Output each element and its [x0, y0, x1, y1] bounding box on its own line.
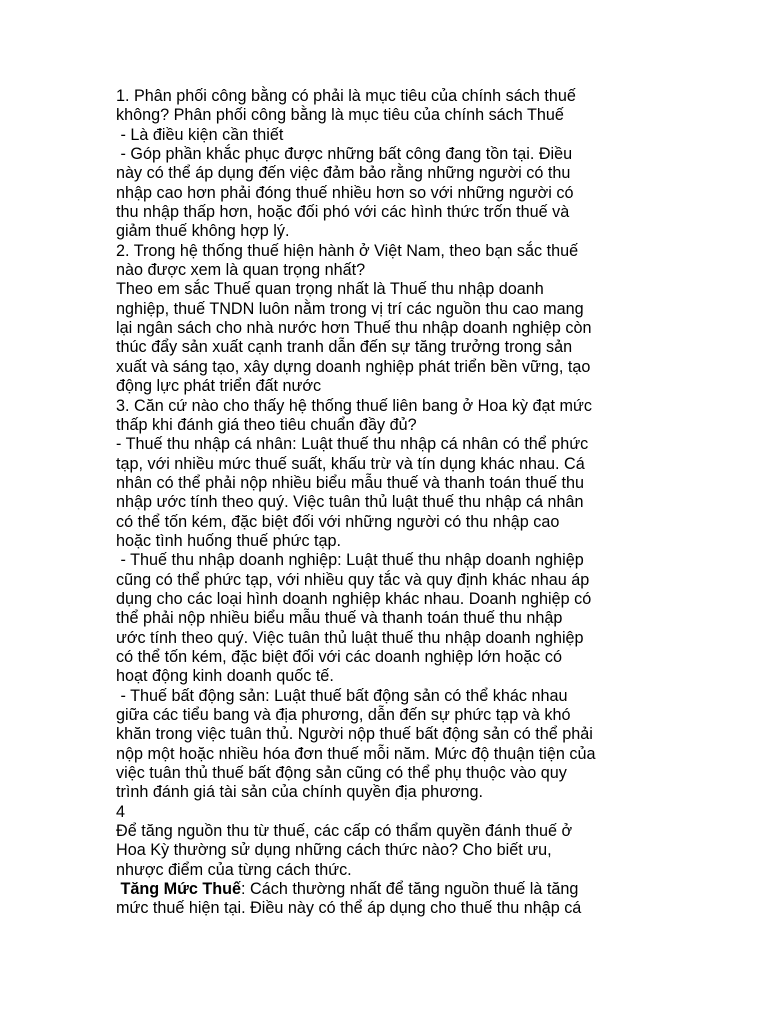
- text-line: Theo em sắc Thuế quan trọng nhất là Thuế thu nhập doanh: [116, 280, 544, 299]
- text-line: - Thuế thu nhập doanh nghiệp: Luật thuế thu nhập doanh nghiệp: [116, 551, 584, 570]
- text-line: 3. Căn cứ nào cho thấy hệ thống thuế liên bang ở Hoa kỳ đạt mức: [116, 396, 592, 415]
- text-line: giảm thuế không hợp lý.: [116, 222, 290, 241]
- text-line: hoặc tình huống thuế phức tạp.: [116, 531, 342, 550]
- text-line: Hoa Kỳ thường sử dụng những cách thức nào? Cho biết ưu,: [116, 841, 552, 860]
- text-line-mixed: [116, 880, 656, 899]
- text-line: này có thể áp dụng đến việc đảm bảo rằng những người có thu: [116, 164, 571, 183]
- text-line: có thể tốn kém, đặc biệt đối với các doanh nghiệp lớn hoặc có: [116, 647, 562, 666]
- text-line: thúc đẩy sản xuất cạnh tranh dẫn đến sự tăng trưởng trong sản: [116, 338, 573, 357]
- text-line: - Góp phần khắc phục được những bất công đang tồn tại. Điều: [116, 145, 573, 164]
- text-line: ước tính theo quý. Việc tuân thủ luật thuế thu nhập doanh nghiệp: [116, 628, 584, 647]
- text-line: lại ngân sách cho nhà nước hơn Thuế thu nhập doanh nghiệp còn: [116, 319, 592, 338]
- text-line: xuất và sáng tạo, xây dựng doanh nghiệp phát triển bền vững, tạo: [116, 357, 591, 376]
- text-line: nhược điểm của từng cách thức.: [116, 860, 352, 879]
- text-line: - Thuế bất động sản: Luật thuế bất động sản có thể khác nhau: [116, 686, 568, 705]
- text-line: động lực phát triển đất nước: [116, 377, 322, 396]
- text-line: mức thuế hiện tại. Điều này có thể áp dụng cho thuế thu nhập cá: [116, 899, 582, 918]
- text-line: nhân có thể phải nộp nhiều biểu mẫu thuế và thanh toán thuế thu: [116, 473, 585, 492]
- text-line: Để tăng nguồn thu từ thuế, các cấp có thẩm quyền đánh thuế ở: [116, 822, 573, 841]
- text-line: nộp một hoặc nhiều hóa đơn thuế mỗi năm. Mức độ thuận tiện của: [116, 744, 596, 763]
- text-line: nào được xem là quan trọng nhất?: [116, 261, 366, 280]
- text-line: giữa các tiểu bang và địa phương, dẫn đến sự phức tạp và khó: [116, 706, 571, 724]
- document-page: [116, 87, 656, 919]
- text-line: - Thuế thu nhập cá nhân: Luật thuế thu nhập cá nhân có thể phức: [116, 435, 589, 454]
- text-line: việc tuân thủ thuế bất động sản cũng có thể phụ thuộc vào quy: [116, 764, 567, 783]
- text-line: trình đánh giá tài sản của chính quyền địa phương.: [116, 783, 484, 802]
- text-line: nghiệp, thuế TNDN luôn nằm trong vị trí các nguồn thu cao mang: [116, 299, 584, 318]
- text-line: thấp khi đánh giá theo tiêu chuẩn đầy đủ?: [116, 415, 417, 434]
- text-line: 2. Trong hệ thống thuế hiện hành ở Việt Nam, theo bạn sắc thuế: [116, 241, 579, 260]
- text-line: hoạt động kinh doanh quốc tế.: [116, 667, 334, 686]
- text-line: khăn trong việc tuân thủ. Người nộp thuế bất động sản có thể phải: [116, 725, 593, 744]
- text-line: có thể tốn kém, đặc biệt đối với những người có thu nhập cao: [116, 512, 560, 531]
- text-line: tạp, với nhiều mức thuế suất, khấu trừ và tín dụng khác nhau. Cá: [116, 454, 585, 473]
- text-line: thể phải nộp nhiều biểu mẫu thuế và thanh toán thuế thu nhập: [116, 609, 563, 628]
- text-line: dụng cho các loại hình doanh nghiệp khác nhau. Doanh nghiệp có: [116, 589, 592, 608]
- text-line: 1. Phân phối công bằng có phải là mục tiêu của chính sách thuế: [116, 87, 576, 105]
- text-line: nhập cao hơn phải đóng thuế nhiều hơn so với những người có: [116, 183, 574, 202]
- text-line: cũng có thể phức tạp, với nhiều quy tắc và quy định khác nhau áp: [116, 570, 590, 589]
- text-line: thu nhập thấp hơn, hoặc đối phó với các hình thức trốn thuế và: [116, 203, 570, 222]
- text-line: không? Phân phối công bằng là mục tiêu của chính sách Thuế: [116, 106, 564, 125]
- text-line: nhập ước tính theo quý. Việc tuân thủ luật thuế thu nhập cá nhân: [116, 493, 584, 512]
- text-line: 4: [116, 802, 126, 821]
- bold-heading: Tăng Mức Thuế: [116, 880, 242, 899]
- text-line: - Là điều kiện cần thiết: [116, 125, 284, 144]
- text-run: : Cách thường nhất để tăng nguồn thuế là tăng: [241, 880, 579, 899]
